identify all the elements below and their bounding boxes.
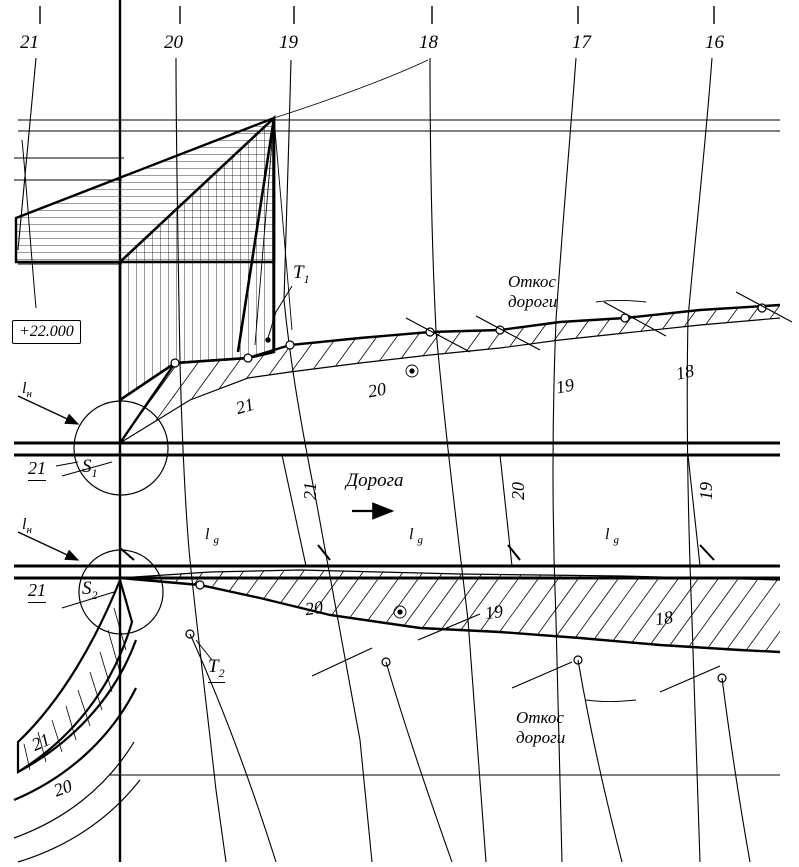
lower-contour-19: 19 [483, 600, 505, 624]
top-label-20: 20 [164, 32, 183, 53]
top-tick-marks [40, 6, 714, 24]
lg2-letter: l [409, 526, 414, 543]
lg2-sub: g [417, 534, 423, 547]
upper-contour-20: 20 [366, 378, 388, 402]
entry-arrow-bottom [18, 532, 78, 560]
upper-band-center-dot [406, 365, 418, 377]
road-interior-verticals [282, 455, 700, 566]
entry-contour-21-bottom: 21 [28, 580, 46, 603]
lower-diagonal-rays [190, 634, 750, 862]
road-corridor-frame [14, 443, 780, 578]
lower-contour-20: 20 [303, 596, 325, 620]
bottom-contour-21: 21 [28, 729, 54, 755]
road-contour-21: 21 [300, 482, 320, 500]
lower-slope-band [90, 480, 799, 700]
road-contour-20: 20 [508, 482, 528, 500]
tangent-point-t1 [293, 262, 310, 287]
top-label-21: 21 [20, 32, 39, 53]
lower-contour-18: 18 [653, 606, 675, 630]
elevation-box: +22.000 [12, 320, 81, 344]
ln-bottom-sub: н [26, 524, 32, 537]
upper-contour-18: 18 [674, 360, 696, 384]
slope-label-bottom-line1: Откос [516, 708, 564, 727]
apex-fan-lines [255, 60, 428, 352]
station-s2-label [82, 578, 98, 603]
upper-contour-21: 21 [233, 393, 257, 419]
lg-label-2 [409, 526, 423, 546]
entry-label-ln-bottom [22, 516, 32, 536]
station-s1-label [82, 456, 98, 481]
lg3-letter: l [605, 526, 610, 543]
upper-contour-19: 19 [554, 374, 576, 398]
slope-label-top-line2: дороги [508, 291, 558, 311]
s2-sub: 2 [91, 587, 98, 602]
lg3-sub: g [613, 534, 619, 547]
ln-bottom-letter: l [22, 516, 27, 533]
lg-label-1 [205, 526, 219, 546]
s2-letter: S [82, 578, 92, 599]
slope-label-bottom-line2: дороги [516, 727, 566, 747]
lg1-sub: g [213, 534, 219, 547]
road-edge-ticks [120, 545, 714, 560]
lg1-letter: l [205, 526, 210, 543]
slope-label-bottom [516, 708, 565, 747]
top-label-18: 18 [419, 32, 438, 53]
entry-contour-21-top: 21 [28, 458, 46, 481]
ln-top-letter: l [22, 380, 27, 397]
ln-top-sub: н [26, 388, 32, 401]
lg-label-3 [605, 526, 619, 546]
lower-band-nodes [186, 581, 726, 682]
slope-label-top [508, 272, 557, 311]
s1-sub: 1 [91, 465, 98, 480]
top-label-19: 19 [279, 32, 298, 53]
bottom-contour-20: 20 [50, 775, 75, 801]
tangent-point-t2 [208, 656, 225, 683]
road-contour-19: 19 [696, 482, 716, 500]
t1-letter: T [293, 262, 304, 283]
slope-label-top-line1: Откос [508, 272, 556, 291]
top-label-16: 16 [705, 32, 724, 53]
t1-sub: 1 [303, 271, 310, 286]
lower-band-center-dot [394, 606, 406, 618]
s1-letter: S [82, 456, 92, 477]
t2-sub: 2 [218, 665, 225, 680]
road-label: Дорога [346, 470, 404, 491]
top-label-17: 17 [572, 32, 591, 53]
entry-label-ln-top [22, 380, 32, 400]
t2-letter: T [208, 656, 219, 677]
